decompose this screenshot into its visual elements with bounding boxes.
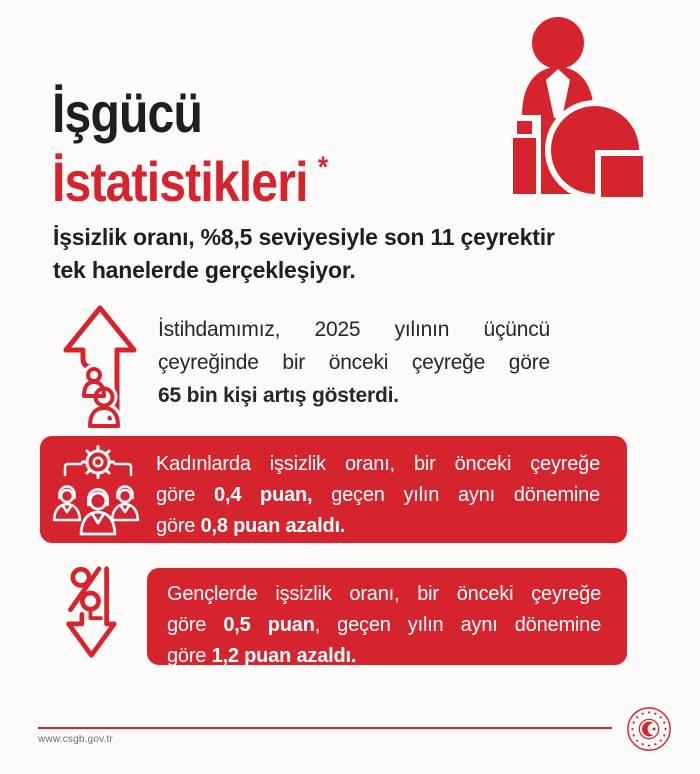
subtitle-line-1: İşsizlik oranı, %8,5 seviyesiyle son 11 çeyrektir [53, 224, 555, 250]
footer-divider [38, 727, 612, 729]
youth-unemployment-text [167, 579, 601, 672]
text-segment: 0,8 puan azaldı. [200, 515, 346, 537]
text-line [156, 511, 600, 542]
page-title [52, 78, 328, 226]
text-line [158, 346, 550, 379]
text-line [167, 610, 601, 641]
text-segment: İstihdamımız, 2025 yılının üçüncü [158, 318, 550, 341]
women-workforce-gear-icon [50, 444, 142, 536]
text-segment: göre [167, 645, 212, 667]
subtitle-line-2: tek hanelerde gerçekleşiyor. [53, 257, 356, 283]
text-segment: göre [167, 614, 224, 636]
subtitle [53, 221, 555, 287]
text-segment: 65 bin kişi artış gösterdi. [158, 384, 399, 407]
growth-arrow-people-icon [58, 303, 143, 428]
text-segment: 0,4 puan, [214, 484, 313, 506]
text-segment: çeyreğinde bir önceki çeyreğe göre [158, 351, 550, 374]
footer-url: www.csgb.gov.tr [38, 734, 114, 745]
percent-decrease-icon [61, 564, 118, 661]
text-segment: göre [156, 484, 215, 506]
title-line-2: İstatistikleri [52, 149, 308, 213]
women-unemployment-text [156, 449, 600, 542]
text-line [167, 641, 601, 672]
text-segment: , geçen yılın aynı dönemine [314, 614, 601, 636]
text-line [158, 379, 550, 412]
title-line-1: İşgücü [52, 80, 203, 144]
ministry-seal-icon [626, 706, 672, 752]
text-segment: göre [156, 515, 201, 537]
text-segment: Gençlerde işsizlik oranı, bir önceki çeyreğe [167, 583, 601, 605]
text-segment: geçen yılın aynı dönemine [312, 484, 601, 506]
employment-growth-text [158, 313, 550, 412]
text-segment: 1,2 puan azaldı. [211, 645, 357, 667]
worker-piechart-icon [505, 16, 665, 201]
text-line [156, 480, 600, 511]
text-line [167, 579, 601, 610]
text-line [158, 313, 550, 346]
footnote-asterisk: * [317, 150, 329, 184]
text-line [156, 449, 600, 480]
text-segment: Kadınlarda işsizlik oranı, bir önceki çeyreğe [156, 453, 600, 475]
text-segment: 0,5 puan [223, 614, 315, 636]
